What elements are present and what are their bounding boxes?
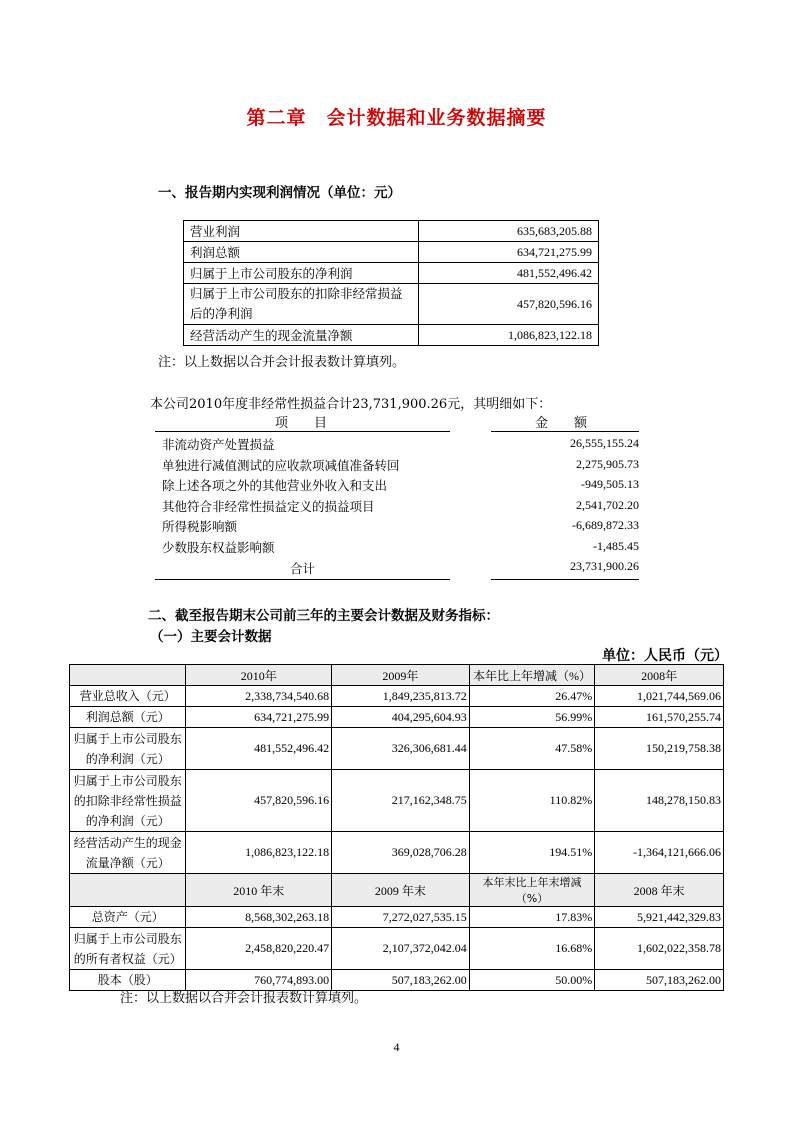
row-value: 457,820,596.16 (419, 284, 599, 325)
cell: 2,458,820,220.47 (186, 928, 332, 970)
row-value: 2,275,905.73 (576, 456, 639, 471)
table-row (70, 770, 724, 832)
row-label: 营业利润 (184, 221, 419, 242)
footer-rule-right (491, 579, 639, 580)
header-change-end: 本年末比上年末增减（%） (469, 874, 594, 907)
nonrecurring-table (155, 412, 639, 577)
cell: 760,774,893.00 (186, 970, 332, 991)
unit-label: 单位：人民币（元） (602, 648, 728, 664)
cell: 1,602,022,358.78 (595, 928, 724, 970)
row-label: 归属于上市公司股东的所有者权益（元） (70, 928, 186, 970)
header-2010-end: 2010 年末 (186, 874, 332, 907)
table-row (155, 515, 639, 536)
table-row (155, 495, 639, 516)
row-label: 除上述各项之外的其他营业外收入和支出 (162, 478, 388, 493)
cell: 56.99% (469, 707, 594, 728)
table-row (184, 263, 599, 284)
table-row (155, 433, 639, 454)
row-label: 归属于上市公司股东的净利润 (184, 263, 419, 284)
cell: 1,849,235,813.72 (332, 686, 470, 707)
section1-heading: 一、报告期内实现利润情况（单位：元） (158, 185, 401, 201)
row-value: -6,689,872.33 (572, 518, 639, 532)
cell: 217,162,348.75 (332, 770, 470, 832)
header-change: 本年比上年增减（%） (469, 665, 594, 686)
table-header (155, 412, 639, 430)
cell: 17.83% (469, 907, 594, 928)
header-rule-left (155, 431, 450, 432)
table-row (155, 536, 639, 557)
row-label: 归属于上市公司股东的净利润（元） (70, 728, 186, 770)
cell: 404,295,604.93 (332, 707, 470, 728)
cell: 50.00% (469, 970, 594, 991)
row-label: 其他符合非经常性损益定义的损益项目 (162, 498, 375, 514)
row-label: 经营活动产生的现金流量净额 (184, 325, 419, 346)
cell: 457,820,596.16 (186, 770, 332, 832)
cell: 634,721,275.99 (186, 707, 332, 728)
table-row (70, 728, 724, 770)
table-header-row (70, 665, 724, 686)
cell: 16.68% (469, 928, 594, 970)
table-row (70, 686, 724, 707)
table-header-row (70, 874, 724, 907)
row-value: 26,555,155.24 (570, 436, 639, 450)
table-row (184, 242, 599, 263)
table-row (184, 325, 599, 346)
cell: 369,028,706.28 (332, 832, 470, 874)
cell: 507,183,262.00 (332, 970, 470, 991)
cell: 148,278,150.83 (595, 770, 724, 832)
header-amount: 金 额 (535, 416, 588, 431)
header-2010: 2010年 (186, 665, 332, 686)
footer-rule-left (155, 579, 450, 580)
table-row (70, 707, 724, 728)
cell: 110.82% (469, 770, 594, 832)
cell: 8,568,302,263.18 (186, 907, 332, 928)
cell: 150,219,758.38 (595, 728, 724, 770)
row-label: 归属于上市公司股东的扣除非经常损益后的净利润 (184, 284, 419, 325)
cell: 2,338,734,540.68 (186, 686, 332, 707)
row-value: 634,721,275.99 (419, 242, 599, 263)
page-number: 4 (393, 1040, 400, 1054)
section2-subheading: （一）主要会计数据 (150, 629, 272, 645)
header-2009: 2009年 (332, 665, 470, 686)
accounting-data-table (69, 664, 724, 991)
section2-heading: 二、截至报告期末公司前三年的主要会计数据及财务指标： (148, 608, 499, 624)
header-2009-end: 2009 年末 (332, 874, 470, 907)
cell: 26.47% (469, 686, 594, 707)
table-row (155, 454, 639, 475)
header-blank (70, 665, 186, 686)
row-label: 单独进行减值测试的应收款项减值准备转回 (162, 457, 400, 473)
table-row (70, 832, 724, 874)
row-label: 利润总额（元） (70, 707, 186, 728)
header-rule-right (491, 431, 639, 432)
header-item: 项 目 (275, 416, 328, 431)
row-value: 1,086,823,122.18 (419, 325, 599, 346)
row-label: 利润总额 (184, 242, 419, 263)
row-label: 所得税影响额 (162, 519, 238, 534)
cell: 5,921,442,329.83 (595, 907, 724, 928)
profit-table (183, 220, 599, 346)
nonrecurring-intro: 本公司2010年度非经常性损益合计23,731,900.26元，其明细如下： (150, 397, 552, 412)
row-label: 营业总收入（元） (70, 686, 186, 707)
header-2008: 2008年 (595, 665, 724, 686)
row-label: 非流动资产处置损益 (162, 437, 275, 452)
cell: -1,364,121,666.06 (595, 832, 724, 874)
cell: 1,086,823,122.18 (186, 832, 332, 874)
row-label: 少数股东权益影响额 (162, 539, 275, 555)
cell: 507,183,262.00 (595, 970, 724, 991)
total-row (155, 556, 639, 577)
row-label: 经营活动产生的现金流量净额（元） (70, 832, 186, 874)
cell: 1,021,744,569.06 (595, 686, 724, 707)
table-row (70, 907, 724, 928)
cell: 194.51% (469, 832, 594, 874)
section2-note: 注：以上数据以合并会计报表数计算填列。 (120, 991, 368, 1006)
row-label: 股本（股） (70, 970, 186, 991)
row-value: -949,505.13 (581, 477, 639, 491)
row-label: 总资产（元） (70, 907, 186, 928)
table-row (184, 221, 599, 242)
cell: 161,570,255.74 (595, 707, 724, 728)
total-label: 合计 (290, 561, 316, 576)
row-value: -1,485.45 (593, 538, 639, 553)
section1-note: 注：以上数据以合并会计报表数计算填列。 (158, 355, 406, 370)
row-value: 635,683,205.88 (419, 221, 599, 242)
total-value: 23,731,900.26 (570, 559, 639, 573)
row-label: 归属于上市公司股东的扣除非经常性损益的净利润（元） (70, 770, 186, 832)
table-row (184, 284, 599, 325)
cell: 481,552,496.42 (186, 728, 332, 770)
cell: 2,107,372,042.04 (332, 928, 470, 970)
row-value: 481,552,496.42 (419, 263, 599, 284)
cell: 47.58% (469, 728, 594, 770)
chapter-title: 第二章 会计数据和业务数据摘要 (246, 107, 547, 129)
cell: 326,306,681.44 (332, 728, 470, 770)
header-2008-end: 2008 年末 (595, 874, 724, 907)
table-row (70, 928, 724, 970)
header-blank (70, 874, 186, 907)
table-row (155, 474, 639, 495)
cell: 7,272,027,535.15 (332, 907, 470, 928)
row-value: 2,541,702.20 (576, 497, 639, 512)
